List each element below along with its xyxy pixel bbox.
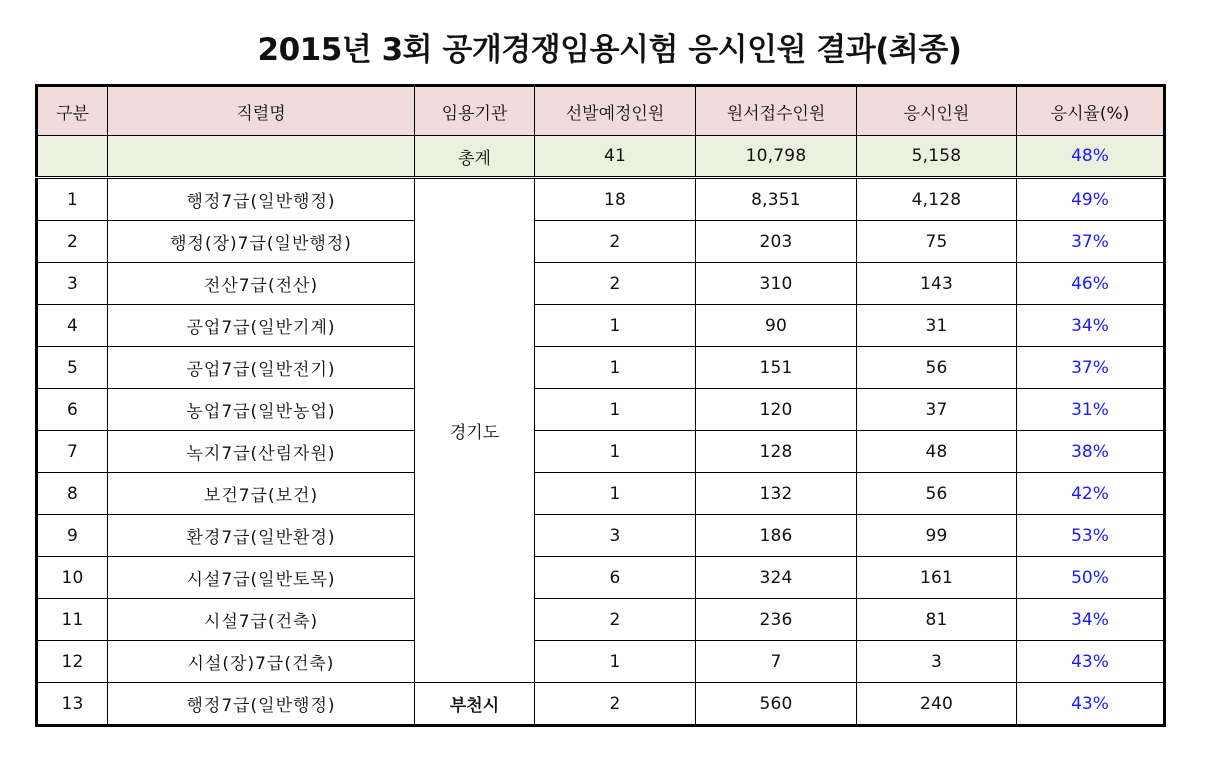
row-rate: 34% bbox=[1017, 599, 1165, 641]
row-job-series: 환경7급(일반환경) bbox=[108, 515, 415, 557]
row-job-series: 시설7급(일반토목) bbox=[108, 557, 415, 599]
row-selected: 1 bbox=[535, 305, 696, 347]
total-rate: 48% bbox=[1017, 136, 1165, 178]
row-selected: 2 bbox=[535, 221, 696, 263]
row-number: 3 bbox=[37, 263, 108, 305]
row-number: 12 bbox=[37, 641, 108, 683]
institution-gyeonggi: 경기도 bbox=[415, 178, 535, 683]
row-selected: 6 bbox=[535, 557, 696, 599]
row-number: 2 bbox=[37, 221, 108, 263]
total-cell-empty bbox=[108, 136, 415, 178]
row-number: 5 bbox=[37, 347, 108, 389]
institution-bucheon: 부천시 bbox=[415, 683, 535, 726]
row-number: 4 bbox=[37, 305, 108, 347]
total-label: 총계 bbox=[415, 136, 535, 178]
row-attended: 56 bbox=[857, 347, 1017, 389]
row-rate: 34% bbox=[1017, 305, 1165, 347]
row-applied: 236 bbox=[696, 599, 857, 641]
row-attended: 240 bbox=[857, 683, 1017, 726]
table-row bbox=[37, 599, 1165, 641]
row-attended: 4,128 bbox=[857, 178, 1017, 221]
row-applied: 120 bbox=[696, 389, 857, 431]
table-row bbox=[37, 683, 1165, 726]
row-number: 11 bbox=[37, 599, 108, 641]
row-attended: 81 bbox=[857, 599, 1017, 641]
row-applied: 186 bbox=[696, 515, 857, 557]
header-cell-rate: 응시율(%) bbox=[1017, 86, 1165, 136]
header-cell-name: 직렬명 bbox=[108, 86, 415, 136]
row-applied: 310 bbox=[696, 263, 857, 305]
row-rate: 31% bbox=[1017, 389, 1165, 431]
row-applied: 324 bbox=[696, 557, 857, 599]
row-applied: 128 bbox=[696, 431, 857, 473]
row-selected: 1 bbox=[535, 473, 696, 515]
row-selected: 2 bbox=[535, 683, 696, 726]
row-selected: 1 bbox=[535, 641, 696, 683]
row-job-series: 시설(장)7급(건축) bbox=[108, 641, 415, 683]
row-attended: 3 bbox=[857, 641, 1017, 683]
row-number: 10 bbox=[37, 557, 108, 599]
total-attended: 5,158 bbox=[857, 136, 1017, 178]
row-job-series: 농업7급(일반농업) bbox=[108, 389, 415, 431]
table-row bbox=[37, 305, 1165, 347]
total-cell-empty bbox=[37, 136, 108, 178]
row-rate: 49% bbox=[1017, 178, 1165, 221]
row-number: 6 bbox=[37, 389, 108, 431]
header-cell-institution: 임용기관 bbox=[415, 86, 535, 136]
results-table bbox=[35, 84, 1166, 727]
table-row bbox=[37, 263, 1165, 305]
table-row bbox=[37, 557, 1165, 599]
table-row bbox=[37, 221, 1165, 263]
row-attended: 31 bbox=[857, 305, 1017, 347]
row-applied: 151 bbox=[696, 347, 857, 389]
row-applied: 132 bbox=[696, 473, 857, 515]
table-row bbox=[37, 641, 1165, 683]
row-rate: 43% bbox=[1017, 641, 1165, 683]
row-rate: 38% bbox=[1017, 431, 1165, 473]
row-rate: 42% bbox=[1017, 473, 1165, 515]
row-number: 13 bbox=[37, 683, 108, 726]
row-job-series: 보건7급(보건) bbox=[108, 473, 415, 515]
table-row bbox=[37, 431, 1165, 473]
header-cell-selected: 선발예정인원 bbox=[535, 86, 696, 136]
header-cell-no: 구분 bbox=[37, 86, 108, 136]
table-row bbox=[37, 473, 1165, 515]
row-number: 9 bbox=[37, 515, 108, 557]
row-attended: 56 bbox=[857, 473, 1017, 515]
row-selected: 1 bbox=[535, 347, 696, 389]
row-applied: 90 bbox=[696, 305, 857, 347]
table-row bbox=[37, 178, 1165, 221]
row-applied: 203 bbox=[696, 221, 857, 263]
row-job-series: 행정7급(일반행정) bbox=[108, 178, 415, 221]
row-selected: 2 bbox=[535, 263, 696, 305]
row-applied: 560 bbox=[696, 683, 857, 726]
row-job-series: 공업7급(일반전기) bbox=[108, 347, 415, 389]
table-row bbox=[37, 389, 1165, 431]
row-job-series: 행정(장)7급(일반행정) bbox=[108, 221, 415, 263]
row-rate: 53% bbox=[1017, 515, 1165, 557]
total-applied: 10,798 bbox=[696, 136, 857, 178]
row-selected: 2 bbox=[535, 599, 696, 641]
table-row bbox=[37, 347, 1165, 389]
row-job-series: 전산7급(전산) bbox=[108, 263, 415, 305]
row-rate: 46% bbox=[1017, 263, 1165, 305]
row-number: 1 bbox=[37, 178, 108, 221]
row-selected: 1 bbox=[535, 431, 696, 473]
row-applied: 8,351 bbox=[696, 178, 857, 221]
row-job-series: 녹지7급(산림자원) bbox=[108, 431, 415, 473]
row-attended: 161 bbox=[857, 557, 1017, 599]
page-title: 2015년 3회 공개경쟁임용시험 응시인원 결과(최종) bbox=[257, 32, 962, 68]
row-selected: 1 bbox=[535, 389, 696, 431]
row-selected: 3 bbox=[535, 515, 696, 557]
row-attended: 99 bbox=[857, 515, 1017, 557]
header-row bbox=[37, 86, 1165, 136]
table-row bbox=[37, 515, 1165, 557]
row-job-series: 행정7급(일반행정) bbox=[108, 683, 415, 726]
header-cell-applied: 원서접수인원 bbox=[696, 86, 857, 136]
total-selected: 41 bbox=[535, 136, 696, 178]
row-attended: 48 bbox=[857, 431, 1017, 473]
header-cell-attended: 응시인원 bbox=[857, 86, 1017, 136]
row-attended: 75 bbox=[857, 221, 1017, 263]
row-rate: 43% bbox=[1017, 683, 1165, 726]
row-applied: 7 bbox=[696, 641, 857, 683]
row-selected: 18 bbox=[535, 178, 696, 221]
row-rate: 50% bbox=[1017, 557, 1165, 599]
total-row bbox=[37, 136, 1165, 178]
row-job-series: 공업7급(일반기계) bbox=[108, 305, 415, 347]
row-number: 8 bbox=[37, 473, 108, 515]
row-attended: 143 bbox=[857, 263, 1017, 305]
row-attended: 37 bbox=[857, 389, 1017, 431]
row-job-series: 시설7급(건축) bbox=[108, 599, 415, 641]
row-rate: 37% bbox=[1017, 221, 1165, 263]
row-number: 7 bbox=[37, 431, 108, 473]
row-rate: 37% bbox=[1017, 347, 1165, 389]
